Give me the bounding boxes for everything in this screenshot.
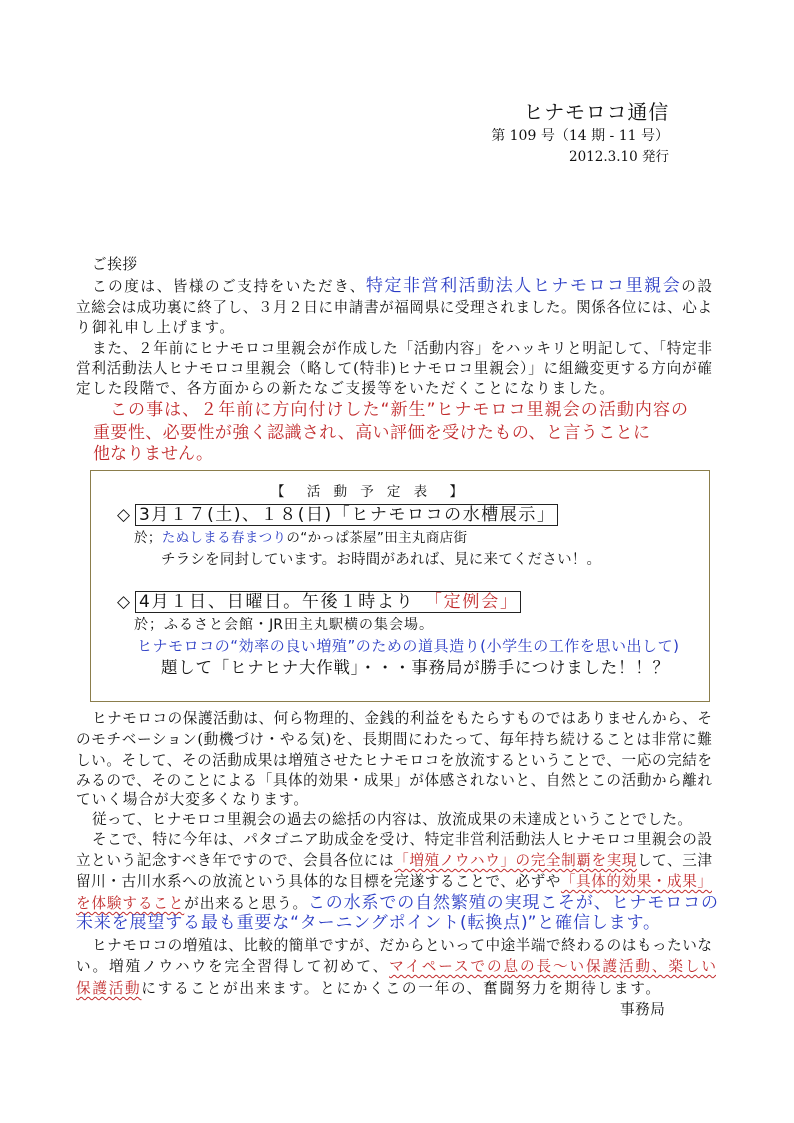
- body-line: [76, 893, 718, 913]
- newsletter-title: ヒナモロコ通信: [523, 100, 669, 124]
- wavy-highlight: 「増殖ノウハウ」の完全制覇を実現: [394, 852, 637, 869]
- body-line: そこで、特に今年は、パタゴニア助成金を受け、特定非営利活動法人ヒナモロコ里親会の設: [92, 831, 712, 848]
- body-line: 未来を展望する最も重要な“ターニングポイント(転換点)”と確信します。: [76, 913, 660, 933]
- event-note: 題して「ヒナヒナ大作戦」・・・事務局が勝手につけました！！？: [161, 658, 669, 677]
- event-note: ヒナモロコの“効率の良い増殖”のための道具造り(小学生の工作を思い出して): [137, 637, 679, 655]
- greeting-line: また、２年前にヒナモロコ里親会が作成した「活動内容」をハッキリと明記して、「特定非: [92, 340, 712, 357]
- body-line: しい。そして、その活動成果は増殖させたヒナモロコを放流するということで、一応の完結を: [76, 752, 712, 769]
- body-text: して、三津: [636, 852, 712, 869]
- emphasis-line: この事は、２年前に方向付けした“新生”ヒナモロコ里親会の活動内容の: [110, 400, 688, 420]
- body-line: みるので、そのことによる「具体的効果・成果」が体感されないと、自然とこの活動から離れ: [76, 772, 712, 789]
- schedule-title: 【 活 動 予 定 表 】: [271, 484, 463, 500]
- diamond-bullet-icon: ◇: [117, 505, 131, 525]
- body-line: [76, 851, 712, 871]
- body-text: 留川・古川水系への放流という具体的な目標を完遂することで、必ずや: [76, 873, 561, 890]
- body-line: 従って、ヒナモロコ里親会の過去の総括の内容は、放流成果の未達成ということでした。: [92, 811, 692, 828]
- body-text: が出来ると思う。: [184, 895, 308, 912]
- greeting-line: [92, 276, 712, 296]
- signature: 事務局: [620, 1001, 666, 1018]
- body-text: にすることが出来ます。とにかくこの一年の、奮闘努力を期待します。: [141, 980, 660, 997]
- wavy-highlight: マイペースでの息の長～い保護活動、楽しい: [389, 958, 716, 975]
- greeting-heading: ご挨拶: [92, 256, 138, 273]
- wavy-highlight: 「具体的効果・成果」: [560, 873, 712, 890]
- wavy-highlight: を体験すること: [76, 895, 185, 912]
- event-venue: [134, 528, 467, 548]
- meeting-label: 「定例会」: [433, 592, 517, 612]
- venue-text: の“かっぱ茶屋”田主丸商店街: [286, 530, 467, 546]
- body-line: [76, 979, 660, 999]
- event-datetime: 4月１日、日曜日。午後１時より: [139, 592, 434, 612]
- venue-prefix: 於；: [134, 530, 162, 546]
- body-line: [76, 957, 716, 977]
- body-line: ヒナモロコの保護活動は、何ら物理的、金銭的利益をもたらすものではありませんから、そ: [92, 710, 712, 727]
- body-line: のモチベーション(動機づけ・やる気)を、長期間にわたって、毎年持ち続けることは非常に難: [76, 731, 712, 748]
- blue-highlight: この水系での自然繁殖の実現こそが、ヒナモロコの: [307, 893, 718, 913]
- body-text: 立という記念すべき年ですので、会員各位には: [76, 852, 395, 869]
- body-line: ヒナモロコの増殖は、比較的簡単ですが、だからといって中途半端で終わるのはもったいな: [92, 937, 712, 954]
- greeting-line: 立総会は成功裏に終了し、３月２日に申請書が福岡県に受理されました。関係各位には、心よ: [76, 299, 712, 316]
- event-headline: [135, 591, 521, 613]
- body-line: ていく場合が大変多くなります。: [76, 791, 308, 808]
- greeting-line: 定した段階で、各方面からの新たなご支援等をいただくことになりました。: [76, 380, 614, 397]
- issue-number: 第 109 号（14 期 - 11 号）: [491, 128, 669, 144]
- greeting-line: り御礼申し上げます。: [76, 319, 234, 336]
- body-text: い。増殖ノウハウを完全習得して初めて、: [76, 958, 390, 975]
- wavy-highlight: 保護活動: [76, 980, 142, 997]
- event-headline: 3月１７(土)、１８(日)「ヒナモロコの水槽展示」: [135, 504, 558, 526]
- event-note: チラシを同封しています。お時間があれば、見に来てください！。: [161, 552, 601, 568]
- greeting-line: 営利活動法人ヒナモロコ里親会（略して(特非)ヒナモロコ里親会）」に組織変更する方向が確: [76, 360, 712, 377]
- org-name-highlight: 特定非営利活動法人ヒナモロコ里親会: [365, 276, 682, 296]
- body-line: [76, 872, 712, 892]
- publish-date: 2012.3.10 発行: [569, 149, 669, 165]
- festival-name: たぬしまる春まつり: [161, 530, 287, 546]
- greeting-text: の設: [681, 278, 713, 295]
- event-venue: 於；ふるさと会館・JR田主丸駅横の集会場。: [134, 617, 433, 633]
- diamond-bullet-icon: ◇: [117, 592, 131, 612]
- emphasis-line: 重要性、必要性が強く認識され、高い評価を受けたもの、と言うことに: [93, 423, 650, 443]
- schedule-box: [90, 470, 710, 702]
- greeting-text: この度は、皆様のご支持をいただき、: [92, 278, 366, 295]
- emphasis-line: 他なりません。: [93, 444, 214, 464]
